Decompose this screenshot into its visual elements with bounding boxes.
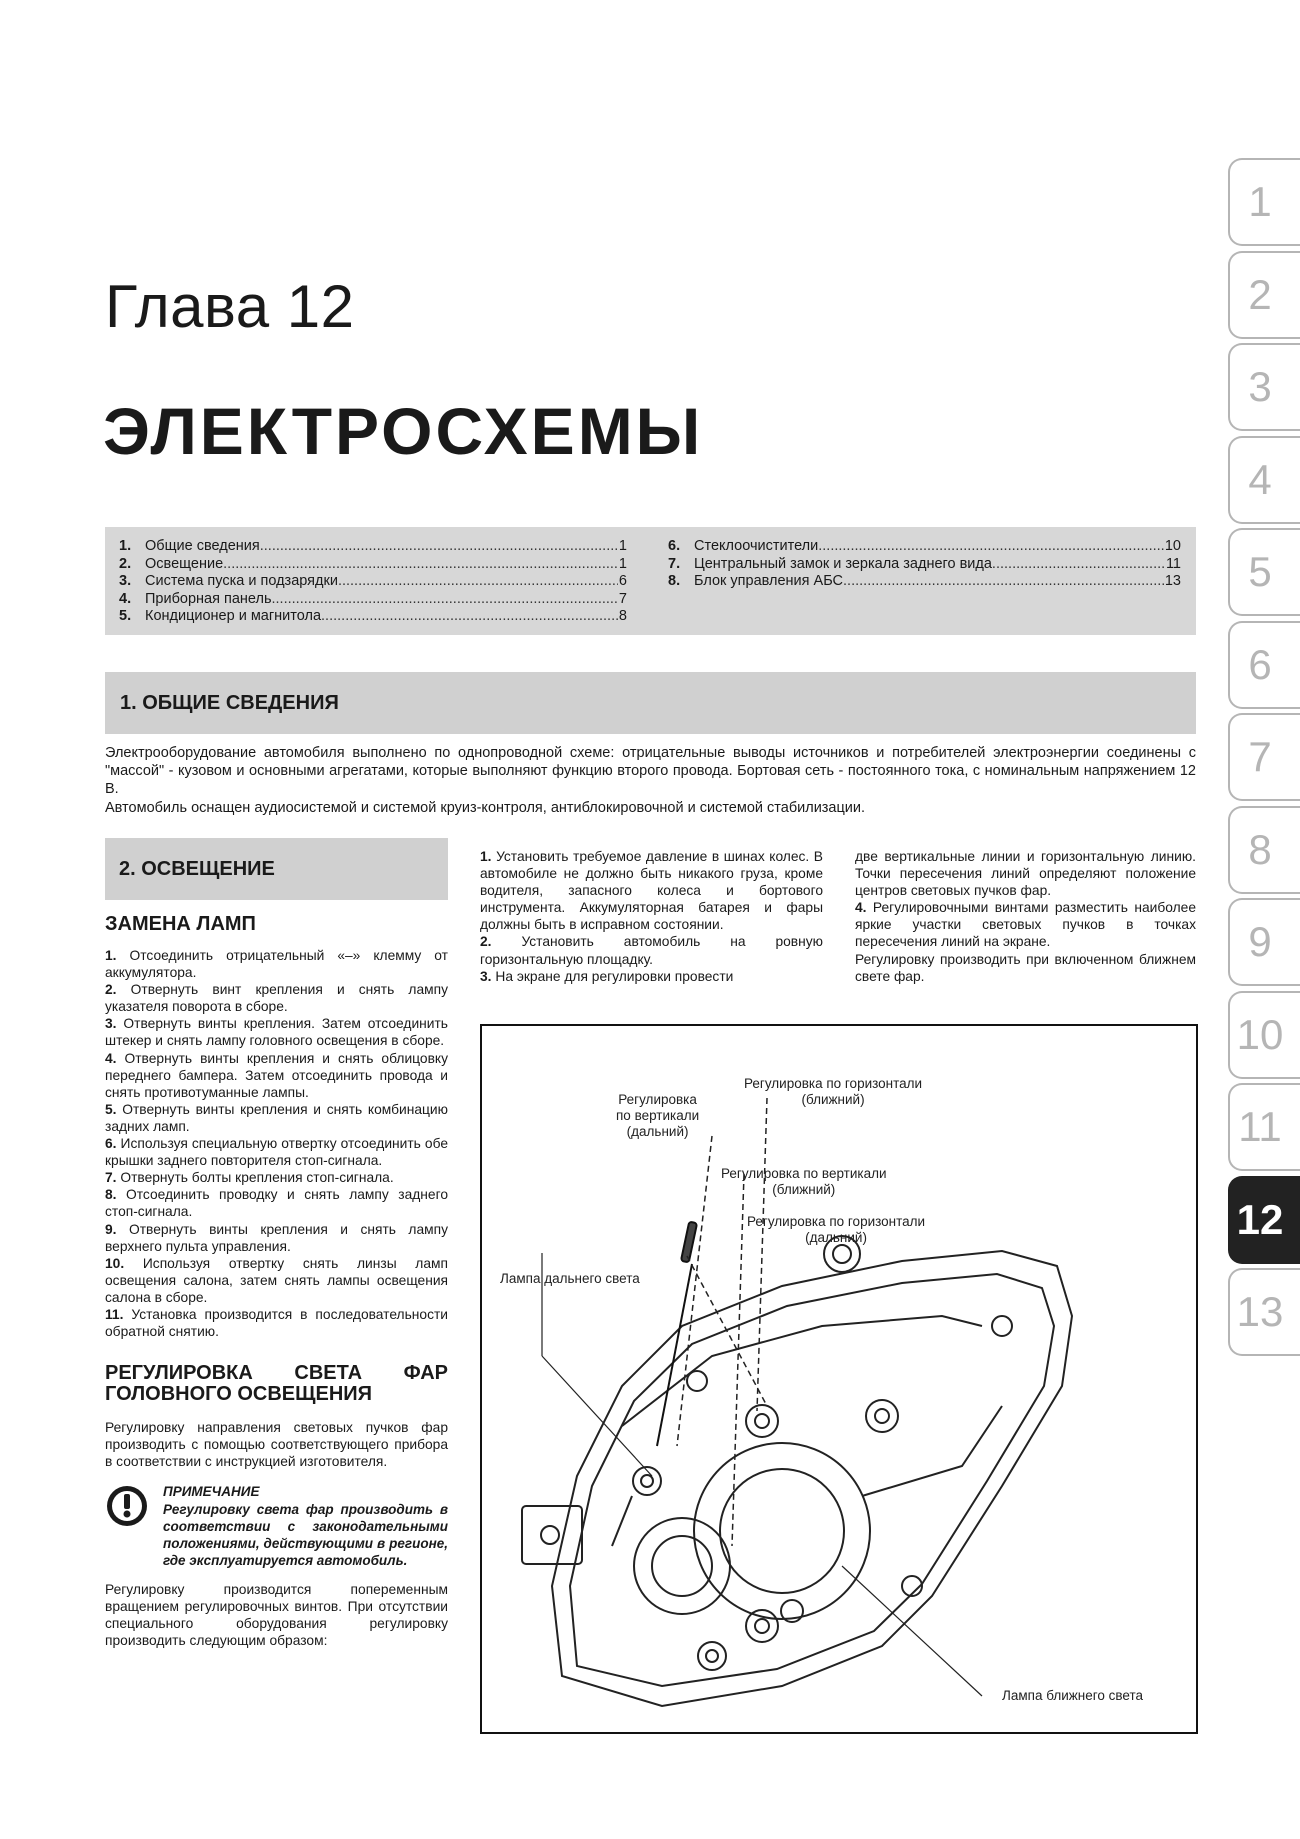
note-title: ПРИМЕЧАНИЕ xyxy=(163,1484,260,1500)
label-horizontal-high-beam xyxy=(747,1214,925,1246)
label-text: Регулировка по вертикали (ближний) xyxy=(721,1166,887,1197)
adjustment-step xyxy=(480,933,823,967)
intro-paragraph: Автомобиль оснащен аудиосистемой и системой круиз-контроля, антиблокировочной и системой стабилизации. xyxy=(105,799,866,816)
chapter-tab-12[interactable] xyxy=(1228,1176,1300,1264)
contents-title: Стеклоочистители xyxy=(694,538,819,554)
contents-left-column xyxy=(119,538,627,626)
middle-column xyxy=(480,848,823,985)
contents-page-number: 1 xyxy=(618,538,627,554)
contents-leader xyxy=(223,556,618,574)
contents-title: Кондиционер и магнитола xyxy=(145,608,322,625)
chapter-tab-label: 6 xyxy=(1248,640,1272,688)
step-text: Используя отвертку снять линзы ламп освещения салона, затем снять лампы освещения салона в сборе. xyxy=(105,1255,448,1305)
chapter-tab-label: 13 xyxy=(1236,1288,1284,1335)
contents-title: Приборная панель xyxy=(145,590,272,607)
label-horizontal-low-beam xyxy=(744,1076,922,1108)
chapter-tab-label: 12 xyxy=(1236,1195,1284,1243)
step-item xyxy=(105,1015,448,1049)
contents-entry[interactable] xyxy=(119,556,627,574)
step-text: Отвернуть болты крепления стоп-сигнала. xyxy=(120,1170,394,1186)
note-block xyxy=(105,1483,448,1568)
label-text: Регулировка по горизонтали (дальний) xyxy=(747,1214,926,1245)
step-number: 7. xyxy=(105,1170,117,1186)
chapter-tab-label: 8 xyxy=(1248,825,1272,873)
step-text: Установить автомобиль на ровную горизонтальную площадку. xyxy=(480,934,823,967)
right-column-step4: Регулировочными винтами разместить наиболее яркие участки световых пучков в точках пересечения линий на экране. xyxy=(855,900,1196,950)
contents-page-number: 13 xyxy=(1164,573,1181,590)
contents-page-number: 7 xyxy=(618,590,627,607)
contents-title: Освещение xyxy=(145,555,224,572)
step-number: 3. xyxy=(480,968,492,984)
step-text: Отвернуть винты крепления и снять лампу верхнего пульта управления. xyxy=(105,1221,448,1254)
subheading-lamp-replacement: ЗАМЕНА ЛАМП xyxy=(105,913,256,935)
contents-leader xyxy=(321,608,618,626)
chapter-tab-2[interactable] xyxy=(1228,251,1300,339)
right-column xyxy=(855,848,1196,985)
note-text: Регулировку света фар производить в соответствии с законодательными положениями, действующими в регионе, где эксплуатируется автомобиль. xyxy=(163,1501,448,1568)
page-title: ЭЛЕКТРОСХЕМЫ xyxy=(103,394,704,468)
contents-entry[interactable] xyxy=(119,538,627,556)
contents-number: 2. xyxy=(119,555,132,572)
contents-leader xyxy=(338,573,618,591)
step-number: 2. xyxy=(480,934,492,950)
step-text: Отсоединить проводку и снять лампу заднего стоп-сигнала. xyxy=(105,1187,448,1220)
chapter-label: Глава 12 xyxy=(105,273,355,340)
label-vertical-high-beam xyxy=(616,1092,699,1140)
chapter-tab-label: 7 xyxy=(1248,733,1272,780)
step-text: Отвернуть винты крепления. Затем отсоединить штекер и снять лампу головного освещения в сборе. xyxy=(105,1016,448,1049)
adjustment-step xyxy=(480,848,823,933)
contents-entry[interactable] xyxy=(119,573,627,591)
contents-number: 8. xyxy=(668,573,681,590)
chapter-tab-label: 5 xyxy=(1248,548,1272,595)
chapter-tab-9[interactable] xyxy=(1228,898,1300,986)
contents-entry[interactable] xyxy=(119,608,627,626)
section-heading-text: 2. ОСВЕЩЕНИЕ xyxy=(119,858,275,880)
section-heading-lighting xyxy=(105,838,448,900)
step-item xyxy=(105,1221,448,1255)
note-icon xyxy=(105,1484,149,1528)
step-text: Используя специальную отвертку отсоединить обе крышки заднего повторителя стоп-сигнала. xyxy=(105,1136,448,1169)
label-low-beam-lamp: Лампа ближнего света xyxy=(1002,1688,1144,1703)
chapter-tab-label: 1 xyxy=(1248,178,1272,225)
contents-page-number: 8 xyxy=(618,608,627,625)
step-text: Отвернуть винт крепления и снять лампу указателя поворота в сборе. xyxy=(105,982,448,1015)
chapter-tab-1[interactable] xyxy=(1228,158,1300,246)
adjustment-step xyxy=(480,968,823,985)
step-number: 11. xyxy=(105,1306,124,1322)
intro-paragraph: Электрооборудование автомобиля выполнено по однопроводной схеме: отрицательные выводы источников и потребителей электроэнергии соединены с "массой" - кузовом и основными агрегатами, которые выполняют функцию второго провода. Бортовая сеть - постоянного тока, с номинальным напряжением 12 В. xyxy=(105,745,1196,798)
step-item xyxy=(105,1101,448,1135)
contents-entry[interactable] xyxy=(668,556,1181,574)
contents-number: 3. xyxy=(119,573,132,590)
step-item xyxy=(105,947,448,981)
contents-leader xyxy=(272,591,618,609)
step-text: Установка производится в последовательности обратной снятию. xyxy=(105,1306,448,1340)
contents-leader xyxy=(818,538,1164,556)
contents-leader xyxy=(992,556,1165,574)
chapter-tab-8[interactable] xyxy=(1228,806,1300,894)
contents-number: 6. xyxy=(668,538,681,554)
step-number: 8. xyxy=(105,1187,117,1203)
step-item xyxy=(105,1169,448,1186)
adjustment-paragraph: Регулировку производится попеременным вращением регулировочных винтов. При отсутствии специального оборудования регулировку производить следующим образом: xyxy=(105,1581,448,1649)
step-number: 1. xyxy=(480,849,492,864)
chapter-tab-3[interactable] xyxy=(1228,343,1300,431)
right-column-text: две вертикальные линии и горизонтальную линию. Точки пересечения линий определяют положение центров световых пучков фар. xyxy=(855,849,1196,899)
step-item xyxy=(105,981,448,1015)
step-number: 4. xyxy=(105,1050,117,1066)
step-number: 6. xyxy=(105,1136,117,1152)
contents-title: Центральный замок и зеркала заднего вида xyxy=(694,555,992,572)
chapter-tab-label: 4 xyxy=(1248,455,1272,503)
step-text: Установить требуемое давление в шинах колес. В автомобиле не должно быть никакого груза, кроме водителя, запасного колеса и бортового инструмента. Аккумуляторная батарея и фары должны быть в исправном состоянии. xyxy=(480,849,823,933)
step-number: 1. xyxy=(105,948,117,963)
contents-entry[interactable] xyxy=(668,538,1181,556)
contents-title: Блок управления АБС xyxy=(694,573,844,590)
contents-title: Общие сведения xyxy=(145,538,260,554)
step-text: Отсоединить отрицательный «–» клемму от аккумулятора. xyxy=(105,948,448,981)
contents-leader xyxy=(843,573,1164,591)
contents-right-column xyxy=(668,538,1181,591)
step-item xyxy=(105,1135,448,1169)
label-high-beam-lamp: Лампа дальнего света xyxy=(500,1271,640,1286)
step-number: 5. xyxy=(105,1101,117,1117)
chapter-tab-4[interactable] xyxy=(1228,436,1300,524)
headlight-drawing xyxy=(482,1026,1196,1732)
chapter-tab-10[interactable] xyxy=(1228,991,1300,1079)
chapter-tab-11[interactable] xyxy=(1228,1083,1300,1171)
contents-box xyxy=(105,527,1196,635)
contents-page-number: 1 xyxy=(618,555,627,572)
intro-text xyxy=(105,744,1196,817)
label-vertical-low-beam xyxy=(721,1166,887,1198)
chapter-tab-6[interactable] xyxy=(1228,621,1300,709)
label-text: Регулировка по горизонтали (ближний) xyxy=(744,1076,923,1107)
chapter-tab-label: 10 xyxy=(1236,1010,1284,1058)
chapter-tab-7[interactable] xyxy=(1228,713,1300,801)
step-item xyxy=(105,1186,448,1220)
headlight-diagram xyxy=(480,1024,1198,1734)
step-text: На экране для регулировки провести xyxy=(495,968,734,984)
step-number: 9. xyxy=(105,1221,117,1237)
contents-number: 1. xyxy=(119,538,132,554)
contents-entry[interactable] xyxy=(668,573,1181,591)
chapter-tab-label: 2 xyxy=(1248,270,1272,318)
contents-title: Система пуска и подзарядки xyxy=(145,573,338,590)
chapter-tab-5[interactable] xyxy=(1228,528,1300,616)
step-number: 3. xyxy=(105,1016,117,1032)
contents-page-number: 6 xyxy=(618,573,627,590)
contents-page-number: 10 xyxy=(1164,538,1181,554)
step-text: Отвернуть винты крепления и снять комбинацию задних ламп. xyxy=(105,1101,448,1134)
contents-entry[interactable] xyxy=(119,591,627,609)
lamp-replacement-steps xyxy=(105,947,448,1340)
contents-number: 5. xyxy=(119,608,132,625)
step-text: Отвернуть винты крепления и снять облицовку переднего бампера. Затем отсоединить провода и снять противотуманные лампы. xyxy=(105,1050,448,1100)
step-number: 2. xyxy=(105,982,117,998)
chapter-tab-label: 9 xyxy=(1248,918,1272,965)
contents-number: 4. xyxy=(119,590,132,607)
step-item xyxy=(105,1255,448,1306)
section-heading-text: 1. ОБЩИЕ СВЕДЕНИЯ xyxy=(120,692,339,714)
step-item xyxy=(105,1050,448,1101)
section-heading-general xyxy=(105,672,1196,734)
chapter-tab-label: 3 xyxy=(1248,363,1272,410)
chapter-tab-13[interactable] xyxy=(1228,1268,1300,1356)
step-item xyxy=(105,1306,448,1340)
step-number: 10. xyxy=(105,1255,125,1271)
right-column-final: Регулировку производить при включенном ближнем свете фар. xyxy=(855,951,1196,984)
adjustment-intro: Регулировку направления световых пучков фар производить с помощью соответствующего прибора в соответствии с инструкцией изготовителя. xyxy=(105,1420,448,1470)
contents-number: 7. xyxy=(668,555,681,572)
chapter-tab-label: 11 xyxy=(1238,1103,1282,1150)
contents-page-number: 11 xyxy=(1165,555,1181,572)
label-text: Регулировка по вертикали (дальний) xyxy=(616,1092,700,1139)
left-column xyxy=(105,914,448,1649)
subheading-headlight-adjustment: РЕГУЛИРОВКА СВЕТА ФАР ГОЛОВНОГО ОСВЕЩЕНИЯ xyxy=(105,1362,448,1406)
step-number: 4. xyxy=(855,900,867,916)
contents-leader xyxy=(260,538,618,556)
